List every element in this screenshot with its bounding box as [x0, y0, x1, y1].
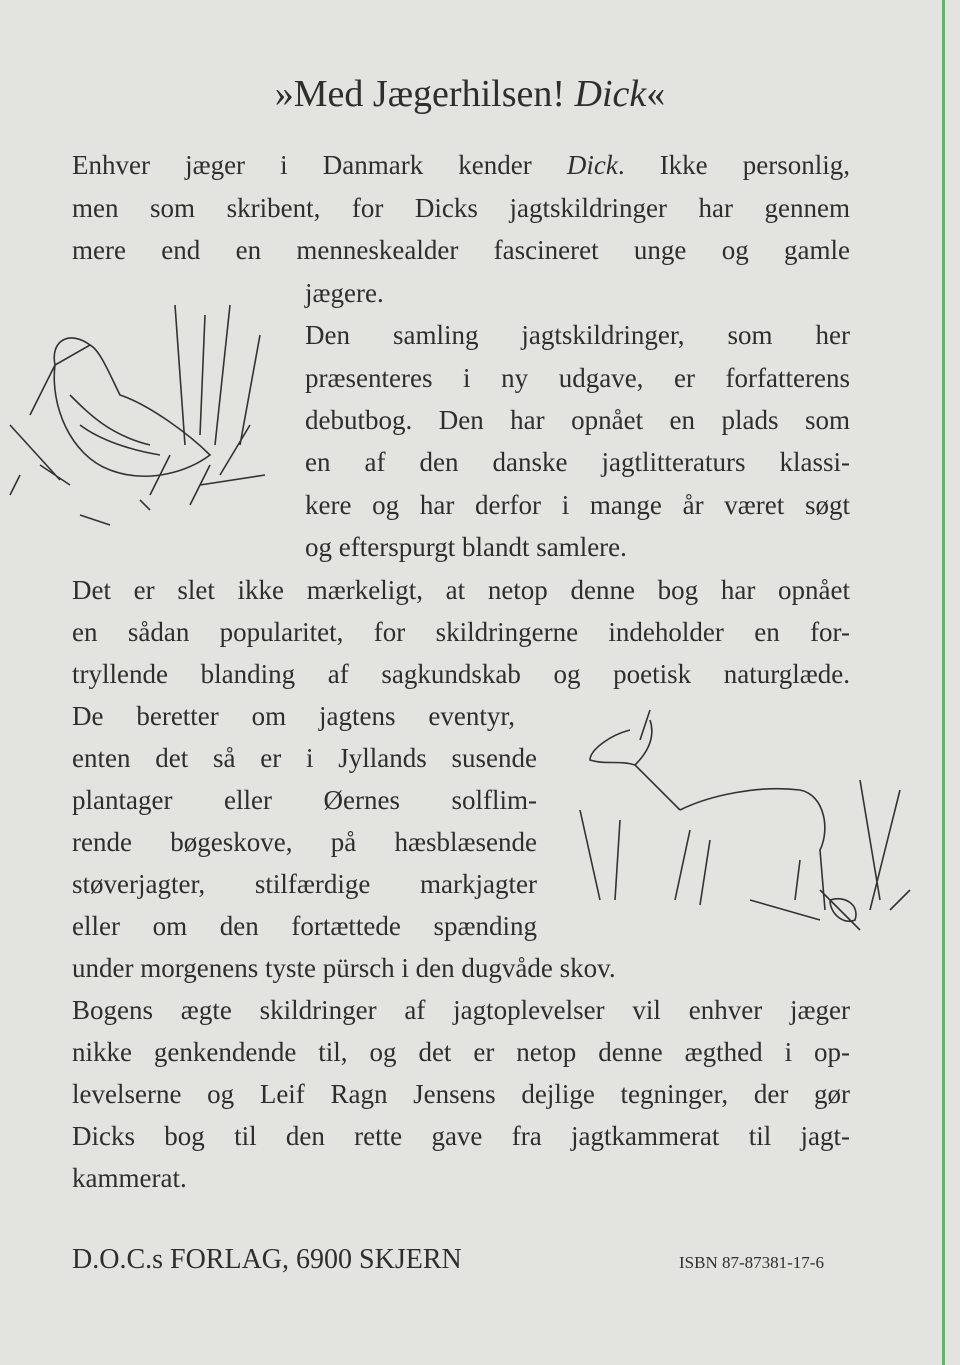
green-edge-line — [942, 0, 945, 1365]
isbn: ISBN 87-87381-17-6 — [679, 1253, 824, 1272]
text-line: enten det så er i Jyllands susende — [72, 743, 537, 773]
text-line: præsenteres i ny udgave, er forfatterens — [305, 363, 850, 393]
text-line: tryllende blanding af sagkundskab og poetisk naturglæde. — [72, 659, 850, 689]
text-line: en sådan popularitet, for skildringerne indeholder en for- — [72, 617, 850, 647]
text-line: men som skribent, for Dicks jagtskildringer har gennem — [72, 193, 850, 223]
woodcock-illustration — [0, 295, 300, 535]
text-line: levelserne og Leif Ragn Jensens dejlige tegninger, der gør — [72, 1079, 850, 1109]
text-line: De beretter om jagtens eventyr, — [72, 701, 515, 731]
text-line: kammerat. — [72, 1163, 187, 1193]
text-line: mere end en menneskealder fascineret unge og gamle — [72, 235, 850, 265]
text-line: debutbog. Den har opnået en plads som — [305, 405, 850, 435]
text-line: Bogens ægte skildringer af jagtoplevelser vil enhver jæger — [72, 995, 850, 1025]
text-line: under morgenens tyste pürsch i den dugvåde skov. — [72, 953, 616, 983]
text-line: og efterspurgt blandt samlere. — [305, 532, 627, 562]
text-line: jægere. — [305, 278, 384, 308]
text-line: nikke genkendende til, og det er netop denne ægthed i op- — [72, 1037, 850, 1067]
text-line: Den samling jagtskildringer, som her — [305, 320, 850, 350]
text-line: plantager eller Øernes solflim- — [72, 785, 537, 815]
publisher: D.O.C.s FORLAG, 6900 SKJERN — [72, 1244, 462, 1275]
text-line: en af den danske jagtlitteraturs klassi- — [305, 447, 850, 477]
text-line: Det er slet ikke mærkeligt, at netop denne bog har opnået — [72, 575, 850, 605]
text-line: støverjagter, stilfærdige markjagter — [72, 869, 537, 899]
text-line: Enhver jæger i Danmark kender Dick. Ikke personlig, — [72, 150, 851, 180]
text-line: eller om den fortættede spænding — [72, 911, 537, 941]
text-line: rende bøgeskove, på hæsblæsende — [72, 827, 537, 857]
deer-illustration — [560, 700, 930, 950]
page-title: »Med Jægerhilsen! Dick« — [274, 73, 666, 115]
text-line: kere og har derfor i mange år været søgt — [305, 490, 850, 520]
text-line: Dicks bog til den rette gave fra jagtkammerat til jagt- — [72, 1121, 850, 1151]
